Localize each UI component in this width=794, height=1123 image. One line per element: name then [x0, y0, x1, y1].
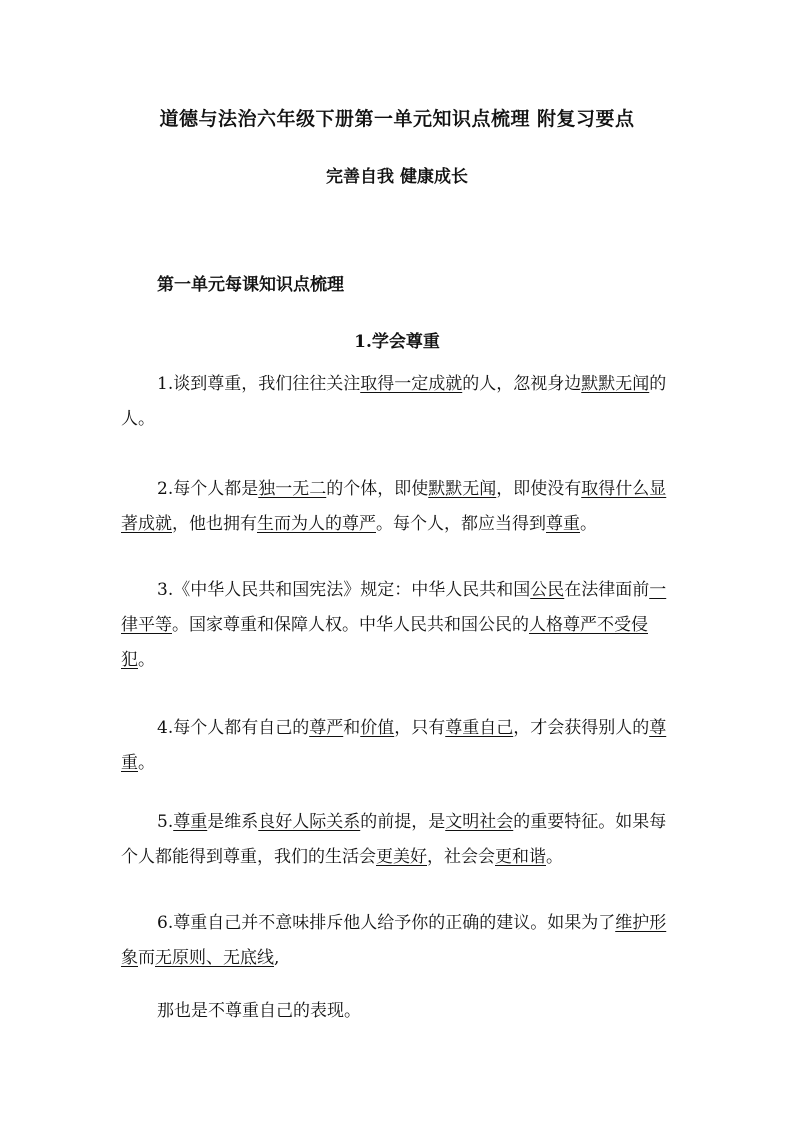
text-segment: 。国家尊重和保障人权。中华人民共和国公民的: [172, 615, 529, 635]
text-segment: 的前提，是: [360, 812, 446, 832]
underlined-key-term: 尊严: [309, 718, 344, 738]
text-segment: 的人。: [121, 374, 667, 429]
paragraph-4: [121, 711, 677, 781]
text-segment: 。每个人，都应当得到: [376, 514, 546, 534]
document-title: 道德与法治六年级下册第一单元知识点梳理 附复习要点: [159, 108, 635, 130]
underlined-key-term: 公民: [530, 580, 565, 600]
underlined-key-term: 默默无闻: [428, 479, 497, 499]
paragraph-3: [121, 573, 677, 678]
paragraph-1: [121, 367, 677, 437]
underlined-key-term: 独一无二: [258, 479, 327, 499]
underlined-key-term: 价值: [360, 718, 395, 738]
text-segment: 1.谈到尊重，我们往往关注: [157, 374, 361, 394]
text-segment: ,: [274, 948, 280, 968]
text-segment: 的个体，即使: [326, 479, 429, 499]
text-segment: 5.: [157, 812, 174, 832]
text-segment: ，才会获得别人的: [513, 718, 650, 738]
text-segment: ，只有: [394, 718, 446, 738]
underlined-key-term: 无原则、无底线: [155, 948, 274, 968]
paragraph-2: [121, 472, 677, 542]
text-segment: ，社会会: [427, 847, 495, 867]
underlined-key-term: 更美好: [376, 847, 427, 867]
text-segment: 那也是不尊重自己的表现。: [157, 1001, 361, 1021]
text-segment: 4.每个人都有自己的: [157, 718, 310, 738]
underlined-key-term: 人格尊严不受侵犯: [121, 615, 648, 670]
text-segment: 2.每个人都是: [157, 479, 259, 499]
document-subtitle: 完善自我 健康成长: [326, 167, 468, 187]
paragraph-7: [121, 994, 677, 1029]
text-segment: 和: [343, 718, 361, 738]
underlined-key-term: 尊重自己: [445, 718, 514, 738]
lesson-title: 1.学会尊重: [354, 332, 440, 352]
underlined-key-term: 取得一定成就: [360, 374, 463, 394]
underlined-key-term: 尊重: [121, 718, 667, 773]
text-segment: 而: [138, 948, 155, 968]
paragraph-5: [121, 805, 677, 875]
text-segment: ，即使没有: [496, 479, 582, 499]
paragraph-6: [121, 906, 677, 976]
text-segment: 的人，忽视身边: [462, 374, 582, 394]
underlined-key-term: 文明社会: [445, 812, 514, 832]
underlined-key-term: 更和谐: [495, 847, 546, 867]
text-segment: 是维系: [207, 812, 259, 832]
underlined-key-term: 良好人际关系: [258, 812, 361, 832]
underlined-key-term: 取得什么显著成就: [121, 479, 667, 534]
text-segment: ，他也拥有: [172, 514, 257, 534]
text-segment: 6.尊重自己并不意味排斥他人给予你的正确的建议。如果为了: [157, 913, 616, 933]
underlined-key-term: 生而为人的尊严: [257, 514, 376, 534]
underlined-key-term: 尊重: [546, 514, 580, 534]
text-segment: 3.《中华人民共和国宪法》规定：中华人民共和国: [157, 580, 531, 600]
underlined-key-term: 一律平等: [121, 580, 667, 635]
text-segment: 。: [138, 650, 155, 670]
text-segment: 在法律面前: [564, 580, 650, 600]
text-segment: 的重要特征。如果每个人都能得到尊重，我们的生活会: [121, 812, 667, 867]
text-segment: 。: [138, 753, 155, 773]
underlined-key-term: 默默无闻: [581, 374, 650, 394]
text-segment: 。: [546, 847, 563, 867]
underlined-key-term: 尊重: [173, 812, 208, 832]
text-segment: 。: [580, 514, 597, 534]
section-heading: 第一单元每课知识点梳理: [157, 275, 344, 295]
underlined-key-term: 维护形象: [121, 913, 667, 968]
